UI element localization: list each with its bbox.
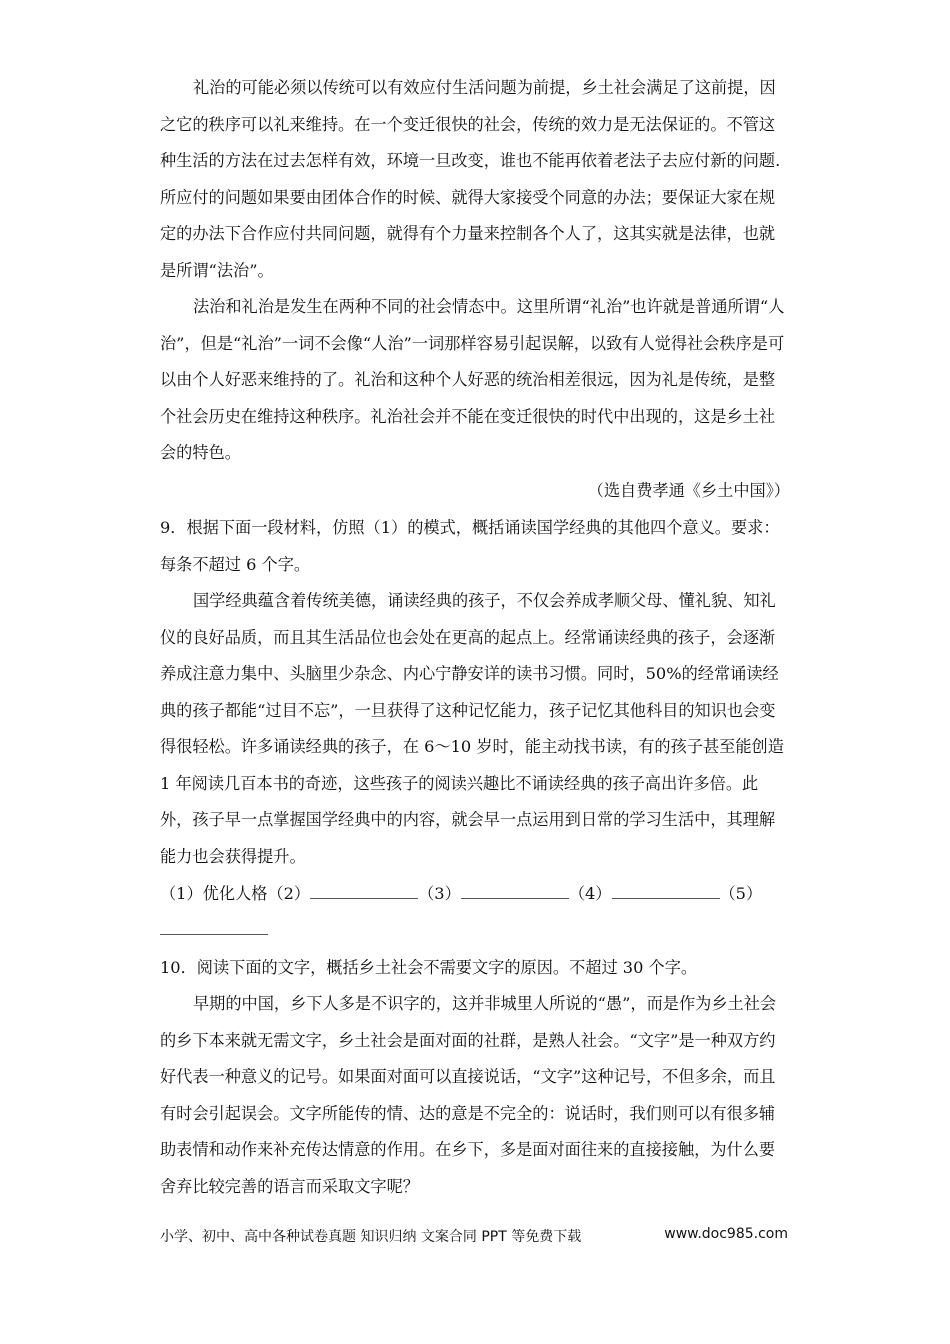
footer-url[interactable]: www.doc985.com <box>664 1226 788 1242</box>
question-9-answer-line <box>160 876 790 913</box>
answer-5-blank-row <box>160 912 790 938</box>
passage-paragraph-1: 礼治的可能必须以传统可以有效应付生活问题为前提，乡土社会满足了这前提，因之它的秩序可以礼来维持。在一个变迁很快的社会，传统的效力是无法保证的。不管这种生活的方法在过去怎样有效，环境一旦改变，谁也不能再依着老法子去应付新的问题.所应付的问题如果要由团体合作的时候、就得大家接受个同意的办法；要保证大家在规定的办法下合作应付共同问题，就得有个力量来控制各个人了，这其实就是法律，也就是所谓“法治”。 <box>160 78 781 280</box>
page-footer <box>160 1226 790 1252</box>
answer-2-label: （2） <box>267 884 311 903</box>
answer-5-label: （5） <box>719 884 763 903</box>
answer-4-label: （4） <box>568 884 612 903</box>
passage-paragraph-2: 法治和礼治是发生在两种不同的社会情态中。这里所谓“礼治”也许就是普通所谓“人治”，但是“礼治”一词不会像“人治”一词那样容易引起误解，以致有人觉得社会秩序是可以由个人好恶来维持的了。礼治和这种个人好恶的统治相差很远，因为礼是传统，是整个社会历史在维持这种秩序。礼治社会并不能在变迁很快的时代中出现的，这是乡土社会的特色。 <box>160 297 785 462</box>
question-9-prompt: 9．根据下面一段材料，仿照（1）的模式，概括诵读国学经典的其他四个意义。要求：每条不超过 6 个字。 <box>160 518 780 574</box>
question-10-prompt: 10．阅读下面的文字，概括乡土社会不需要文字的原因。不超过 30 个字。 <box>160 958 698 977</box>
footer-text: 小学、初中、高中各种试卷真题 知识归纳 文案合同 PPT 等免费下载 <box>160 1229 582 1245</box>
answer-3-label: （3） <box>418 884 461 903</box>
answer-5-blank[interactable] <box>160 920 268 935</box>
answer-3-blank[interactable] <box>461 884 569 899</box>
question-10-material: 早期的中国，乡下人多是不识字的，这并非城里人所说的“愚”，而是作为乡土社会的乡下本来就无需文字，乡土社会是面对面的社群，是熟人社会。“文字”是一种双方约好代表一种意义的记号。如果面对面可以直接说话，“文字”这种记号，不但多余，而且有时会引起误会。文字所能传的情、达的意是不完全的：说话时，我们则可以有很多辅助表情和动作来补充传达情意的作用。在乡下，多是面对面往来的直接接触，为什么要舍弃比较完善的语言而采取文字呢？ <box>160 994 777 1196</box>
passage-source: （选自费孝通《乡土中国》） <box>587 481 790 500</box>
answer-2-blank[interactable] <box>310 884 418 899</box>
question-9-material: 国学经典蕴含着传统美德，诵读经典的孩子，不仅会养成孝顺父母、懂礼貌、知礼仪的良好品质，而且其生活品位也会处在更高的起点上。经常诵读经典的孩子，会逐渐养成注意力集中、头脑里少杂念、内心宁静安详的读书习惯。同时，50%的经常诵读经典的孩子都能“过目不忘”，一旦获得了这种记忆能力，孩子记忆其他科目的知识也会变得很轻松。许多诵读经典的孩子，在 6～10 岁时，能主动找书读，有的孩子甚至能创造 1 年阅读几百本书的奇迹，这些孩子的阅读兴趣比不诵读经典的孩子高出许多倍。此外，孩子早一点掌握国学经典中的内容，就会早一点运用到日常的学习生活中，其理解能力也会获得提升。 <box>160 591 784 866</box>
answer-1-text: （1）优化人格 <box>160 884 268 903</box>
answer-4-blank[interactable] <box>612 884 720 899</box>
